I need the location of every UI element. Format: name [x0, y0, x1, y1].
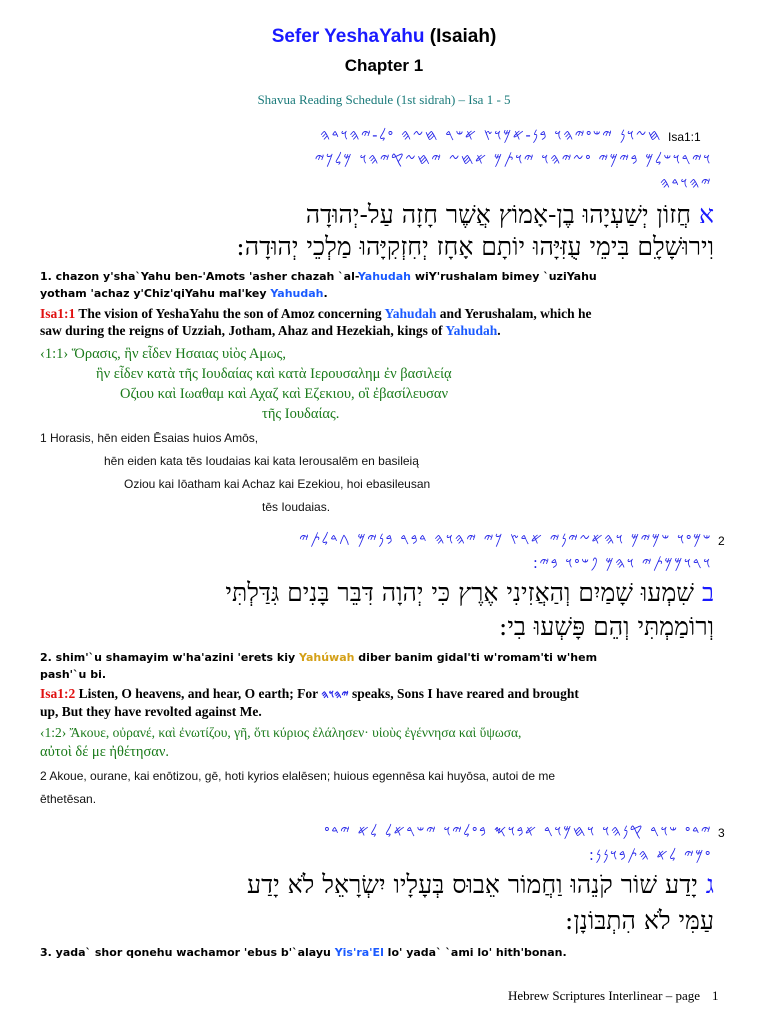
- english-name: Yahudah: [445, 323, 498, 338]
- verse2-greek-translit-line1: 2 Akoue, ourane, kai enōtizou, gē, hoti kyrios elalēsen; huious egennēsa kai huyōsa, autoi de me: [40, 769, 556, 783]
- verse2-english: [40, 685, 730, 720]
- verse2-hebrew-line1: [40, 574, 714, 611]
- english-ref: Isa1:2: [40, 686, 76, 701]
- verse3-hebrew-line2: עַמִּי לֹא הִתְבּוֹנָן:: [564, 906, 714, 935]
- verse2-paleo-line2: 𐤅𐤓𐤅𐤌𐤌𐤕𐤉 𐤅𐤄𐤌 𐤐𐤔𐤏𐤅 𐤁𐤉:: [532, 554, 712, 572]
- translit-name: Yahúwah: [299, 651, 355, 664]
- verse1-greek-translit-line2: hēn eiden kata tēs Ioudaias kai kata Ierousalēm en basileią: [104, 454, 419, 468]
- verse3-ref: 3: [718, 826, 725, 840]
- verse1-greek-translit-line3: Oziou kai Iōatham kai Achaz kai Ezekiou, hoi ebasileusan: [124, 477, 431, 491]
- verse3-paleo-line2: 𐤏𐤌𐤉 𐤋𐤀 𐤄𐤕𐤁𐤅𐤍𐤍:: [588, 846, 712, 864]
- translit-text: yotham 'achaz y'Chiz'qiYahu mal'key: [40, 287, 271, 300]
- verse1-hebrew-line2: וִירוּשָׁלִָם בִּימֵי עֻזִּיָּהוּ יוֹתָם אָחָז יְחִזְקִיָּהוּ מַלְכֵי יְהוּדָה:: [236, 232, 714, 261]
- book-title-main: Sefer YeshaYahu: [271, 26, 425, 47]
- verse1-paleo-line2: 𐤅𐤉𐤓𐤅𐤔𐤋𐤌 𐤁𐤉𐤌𐤉 𐤏𐤆𐤉𐤄𐤅 𐤉𐤅𐤕𐤌 𐤀𐤇𐤆 𐤉𐤇𐤆𐤒𐤉𐤄𐤅 𐤌𐤋𐤊𐤉: [314, 150, 712, 168]
- translit-text: pash'`u bi.: [40, 668, 107, 681]
- english-text: Listen, O heavens, and hear, O earth; For: [75, 686, 322, 701]
- translit-text: 1. chazon y'sha`Yahu ben-'Amots 'asher chazah `al-: [40, 270, 358, 283]
- translit-text: diber banim gidal'ti w'romam'ti w'hem: [354, 651, 598, 664]
- verse1-ref: Isa1:1: [668, 130, 701, 144]
- verse1-hebrew-text1: חֲזוֹן יְשַׁעְיָהוּ בֶן-אָמוֹץ אֲשֶׁר חָזָה עַל-יְהוּדָה: [305, 200, 692, 229]
- verse1-greek-line3: Οζιου καὶ Ιωαθαμ καὶ Αχαζ καὶ Εζεκιου, οἳ ἐβασίλευσαν: [120, 386, 449, 402]
- chapter-heading: Chapter 1: [344, 56, 424, 75]
- verse2-hebrew-text1: שִׁמְעוּ שָׁמַיִם וְהַאֲזִינִי אֶרֶץ כִּי יְהוָה דִּבֵּר בָּנִים גִּדַּלְתִּי: [225, 578, 694, 607]
- divine-name-paleo: 𐤉𐤄𐤅𐤄: [321, 688, 349, 701]
- verse1-transliteration: [40, 268, 730, 302]
- verse2-paleo-line1: 𐤔𐤌𐤏𐤅 𐤔𐤌𐤉𐤌 𐤅𐤄𐤀𐤆𐤉𐤍𐤉 𐤀𐤓𐤑 𐤊𐤉 𐤉𐤄𐤅𐤄 𐤃𐤁𐤓 𐤁𐤍𐤉𐤌 𐤂𐤃𐤋𐤕𐤉: [299, 530, 712, 548]
- page-number: 1: [712, 988, 719, 1003]
- verse1-english: [40, 305, 730, 339]
- translit-text: 3. yada` shor qonehu wachamor 'ebus b'`alayu: [40, 946, 335, 959]
- translit-text: 2. shim'`u shamayim w'ha'azini 'erets kiy: [40, 651, 299, 664]
- book-title: [0, 26, 768, 48]
- verse3-transliteration: [40, 944, 730, 961]
- translit-name: Yahudah: [357, 270, 411, 283]
- english-text: The vision of YeshaYahu the son of Amoz concerning: [75, 306, 385, 321]
- verse1-greek-translit-line1: 1 Horasis, hēn eiden Ēsaias huios Amōs,: [40, 431, 259, 445]
- verse1-greek-line4: τῆς Ιουδαίας.: [262, 406, 340, 422]
- english-name: Yahudah: [384, 306, 437, 321]
- english-text: speaks, Sons I have reared and brought: [348, 686, 579, 701]
- english-text: and Yerushalam, which he: [436, 306, 592, 321]
- verse1-greek-line2: ἣν εἶδεν κατὰ τῆς Ιουδαίας καὶ κατὰ Ιερουσαλημ ἐν βασιλείᾳ: [96, 366, 452, 382]
- verse1-paleo-line1: 𐤇𐤆𐤅𐤍 𐤉𐤔𐤏𐤉𐤄𐤅 𐤁𐤍-𐤀𐤌𐤅𐤑 𐤀𐤔𐤓 𐤇𐤆𐤄 𐤏𐤋-𐤉𐤄𐤅𐤃𐤄: [320, 126, 662, 144]
- verse3-hebrew-number: ג: [705, 870, 714, 899]
- translit-name: Yis'ra'El: [334, 946, 384, 959]
- translit-name: Yahudah: [270, 287, 324, 300]
- english-text: saw during the reigns of Uzziah, Jotham, Ahaz and Hezekiah, kings of: [40, 323, 446, 338]
- verse1-greek-translit-line4: tēs Ioudaias.: [262, 500, 331, 514]
- reading-schedule: Shavua Reading Schedule (1st sidrah) – Isa 1 - 5: [257, 92, 511, 107]
- translit-text: .: [323, 287, 328, 300]
- verse1-paleo-line3: 𐤉𐤄𐤅𐤃𐤄: [659, 174, 712, 192]
- verse2-hebrew-line2: וְרוֹמַמְתִּי וְהֵם פָּשְׁעוּ בִי:: [498, 612, 714, 641]
- verse3-hebrew-line1: [40, 866, 714, 903]
- book-title-english: (Isaiah): [429, 26, 497, 47]
- verse1-greek-line1: ‹1:1› Ὅρασις, ἣν εἶδεν Ησαιας υἱὸς Αμως,: [40, 346, 287, 362]
- english-text: up, But they have revolted against Me.: [40, 704, 262, 719]
- page-footer: Hebrew Scriptures Interlinear – page: [507, 988, 700, 1003]
- verse3-hebrew-text1: יָדַע שׁוֹר קֹנֵהוּ וַחֲמוֹר אֵבוּס בְּעָלָיו יִשְׂרָאֵל לֹא יָדַע: [246, 870, 698, 899]
- verse2-transliteration: [40, 649, 730, 683]
- verse2-greek-translit-line2: ēthetēsan.: [40, 792, 97, 806]
- verse3-paleo-line1: 𐤉𐤃𐤏 𐤔𐤅𐤓 𐤒𐤍𐤄𐤅 𐤅𐤇𐤌𐤅𐤓 𐤀𐤁𐤅𐤎 𐤁𐤏𐤋𐤉𐤅 𐤉𐤔𐤓𐤀𐤋 𐤋𐤀 𐤉𐤃𐤏: [324, 822, 712, 840]
- english-text: .: [497, 323, 501, 338]
- english-ref: Isa1:1: [40, 306, 76, 321]
- translit-text: lo' yada` `ami lo' hith'bonan.: [383, 946, 567, 959]
- verse2-ref: 2: [718, 534, 725, 548]
- verse2-hebrew-number: ב: [701, 578, 714, 607]
- verse1-hebrew-number: א: [698, 200, 714, 229]
- translit-text: wiY'rushalam bimey `uziYahu: [411, 270, 597, 283]
- verse2-greek-line1: ‹1:2› Ἄκουε, οὐρανέ, καὶ ἐνωτίζου, γῆ, ὅτι κύριος ἐλάλησεν· υἱοὺς ἐγέννησα καὶ ὕψωσα,: [40, 725, 522, 740]
- verse2-greek-line2: αὐτοὶ δέ με ἠθέτησαν.: [40, 744, 170, 760]
